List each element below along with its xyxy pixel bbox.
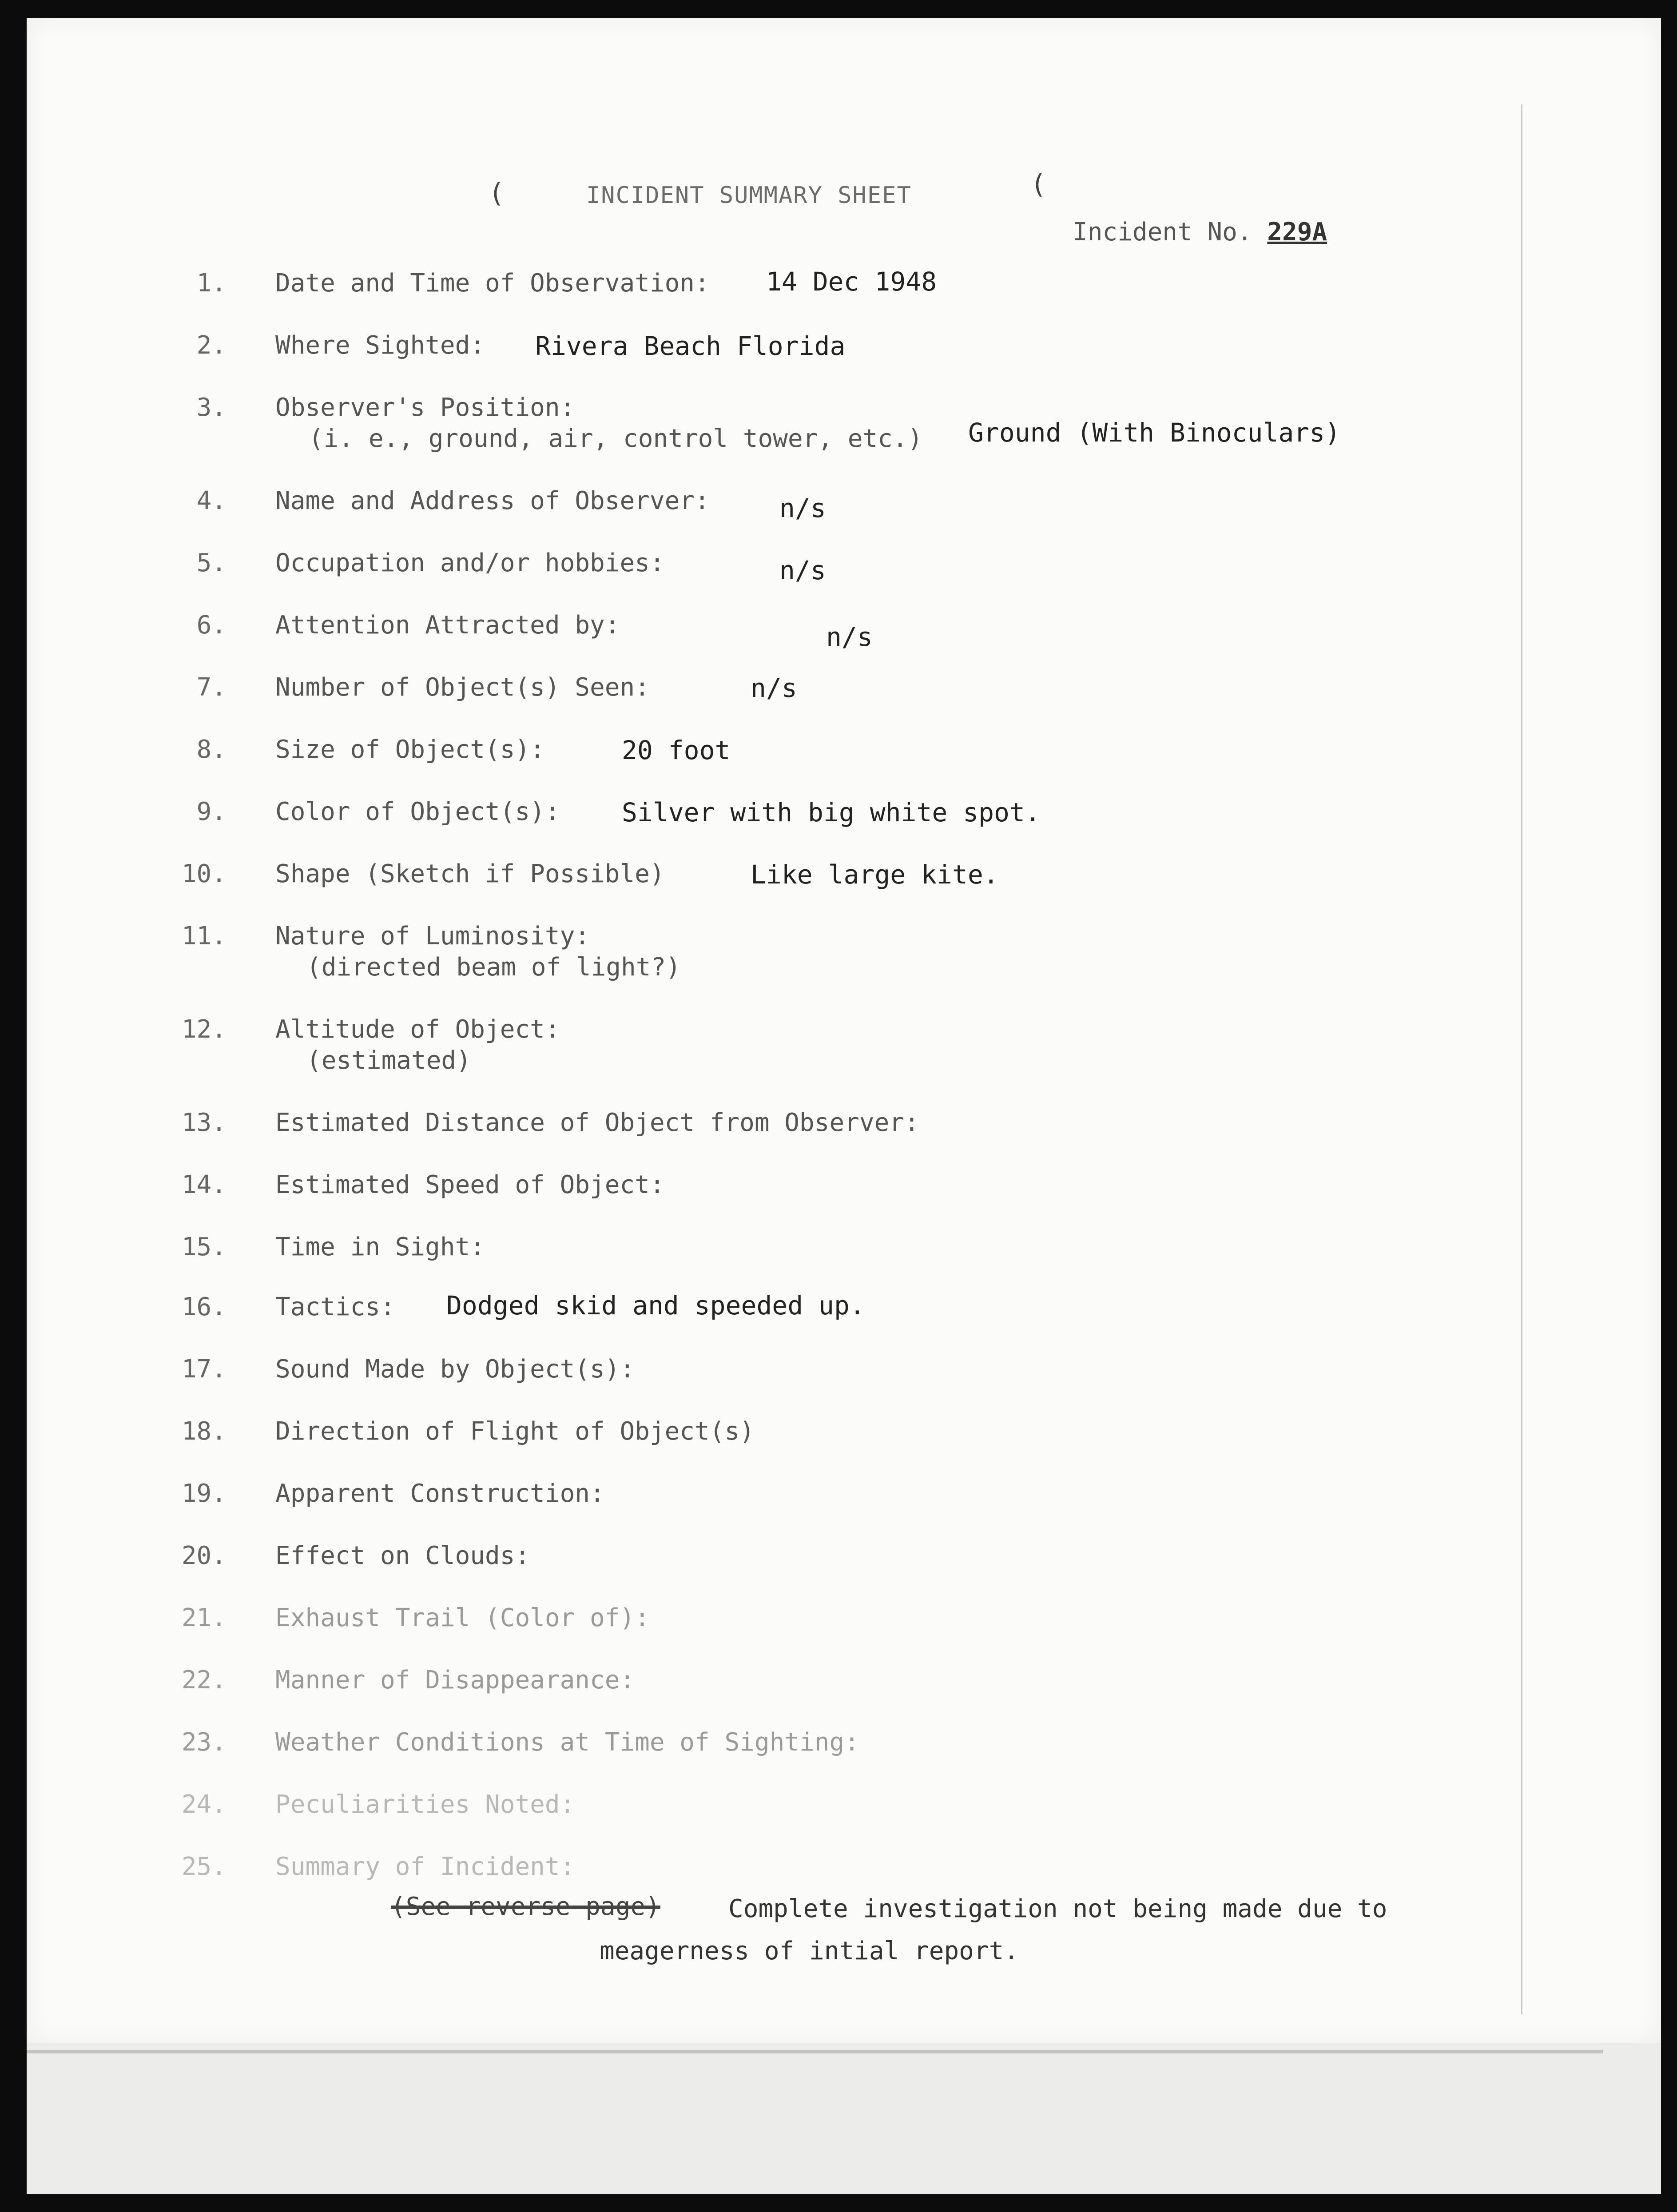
item-sublabel: (i. e., ground, air, control tower, etc.) [309,424,923,453]
item-answer: n/s [779,493,826,523]
item-label: Apparent Construction: [275,1479,605,1508]
item-number: 3. [196,393,227,422]
item-sublabel: (estimated) [306,1046,471,1075]
item-label: Attention Attracted by: [275,611,620,640]
item-number: 19. [181,1479,227,1508]
item-label: Weather Conditions at Time of Sighting: [275,1728,859,1757]
item-label: Direction of Flight of Object(s) [275,1417,755,1446]
item-number: 2. [196,331,227,360]
item-label: Effect on Clouds: [275,1541,530,1570]
item-number: 14. [181,1170,227,1199]
item-number: 22. [181,1666,227,1695]
item-answer: 14 Dec 1948 [766,267,937,297]
item-label: Shape (Sketch if Possible) [275,859,665,888]
item-answer: Rivera Beach Florida [535,331,846,361]
item-number: 8. [196,735,227,764]
item-label: Sound Made by Object(s): [275,1355,635,1384]
item-number: 25. [181,1852,227,1881]
item-label: Summary of Incident: [275,1852,575,1881]
item-label: Occupation and/or hobbies: [275,549,665,577]
incident-label: Incident No. [1073,218,1252,247]
item-answer: Dodged skid and speeded up. [446,1290,865,1321]
summary-struck-note [391,1892,660,1921]
item-label: Estimated Speed of Object: [275,1170,665,1199]
item-number: 13. [181,1108,227,1137]
page-bottom-line [27,2050,1603,2053]
item-label: Manner of Disappearance: [275,1666,635,1695]
summary-text-line-1: Complete investigation not being made due to [728,1894,1387,1923]
item-number: 23. [181,1728,227,1757]
item-number: 18. [181,1417,227,1446]
item-label: Date and Time of Observation: [275,269,710,298]
item-number: 6. [196,611,227,640]
item-answer: 20 foot [622,735,731,765]
bracket-mark-left: ( [489,178,505,209]
item-answer: Like large kite. [751,859,999,890]
item-label: Estimated Distance of Object from Observer: [275,1108,919,1137]
item-label: Time in Sight: [275,1233,485,1261]
struck-text: (See reverse page) [391,1892,660,1921]
item-sublabel: (directed beam of light?) [306,953,681,982]
item-number: 20. [181,1541,227,1570]
item-number: 4. [196,486,227,515]
item-label: Name and Address of Observer: [275,486,710,515]
item-number: 11. [181,922,227,951]
item-number: 15. [181,1233,227,1261]
item-label: Nature of Luminosity: [275,922,590,951]
item-answer: n/s [779,555,826,585]
incident-number-value: 229A [1267,218,1327,247]
item-number: 7. [196,673,227,702]
page-edge-line [1521,104,1522,2014]
bracket-mark-right: ( [1030,169,1047,200]
item-number: 17. [181,1355,227,1384]
item-label: Number of Object(s) Seen: [275,673,650,702]
item-number: 24. [181,1790,227,1819]
item-answer: Ground (With Binoculars) [968,418,1341,448]
item-number: 21. [181,1603,227,1632]
item-number: 16. [181,1293,227,1321]
item-label: Exhaust Trail (Color of): [275,1603,650,1632]
item-label: Where Sighted: [275,331,485,360]
item-label: Color of Object(s): [275,797,560,826]
item-label: Observer's Position: [275,393,575,422]
item-number: 10. [181,859,227,888]
item-number: 5. [196,549,227,577]
scan-lower-strip [27,2043,1661,2194]
item-label: Peculiarities Noted: [275,1790,575,1819]
item-answer: n/s [751,673,797,703]
item-label: Tactics: [275,1293,395,1321]
incident-number [1073,218,1327,247]
item-label: Altitude of Object: [275,1015,560,1044]
summary-text-line-2: meagerness of intial report. [600,1937,1019,1965]
item-number: 12. [181,1015,227,1044]
item-number: 9. [196,797,227,826]
page-title: INCIDENT SUMMARY SHEET [586,182,912,209]
item-number: 1. [196,269,227,298]
item-answer: n/s [826,622,873,652]
item-answer: Silver with big white spot. [622,797,1041,828]
item-label: Size of Object(s): [275,735,545,764]
